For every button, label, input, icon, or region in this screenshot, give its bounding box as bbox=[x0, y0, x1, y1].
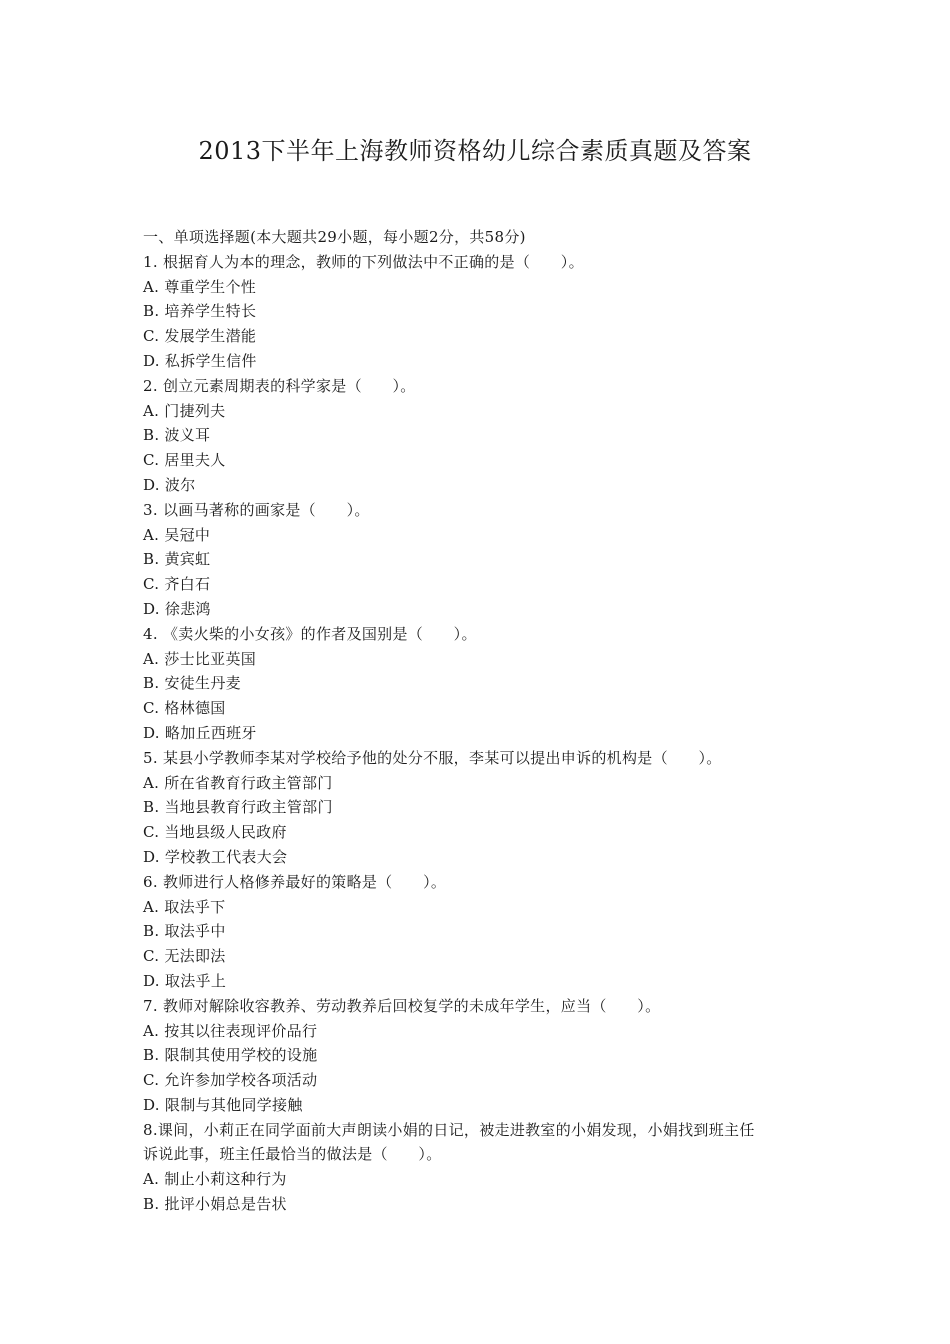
question-stem-8-line-2: 诉说此事，班主任最恰当的做法是（ ）。 bbox=[143, 1145, 442, 1164]
q1-option-b: B. 培养学生特长 bbox=[143, 302, 257, 321]
question-stem-4: 4. 《卖火柴的小女孩》的作者及国别是（ ）。 bbox=[143, 624, 477, 643]
question-list bbox=[143, 225, 823, 1217]
page-title: 2013下半年上海教师资格幼儿综合素质真题及答案 bbox=[198, 137, 752, 165]
q4-option-a: A. 莎士比亚英国 bbox=[143, 649, 257, 668]
q2-option-a: A. 门捷列夫 bbox=[143, 401, 226, 420]
q4-option-d: D. 略加丘西班牙 bbox=[143, 723, 257, 742]
q7-option-b: B. 限制其使用学校的设施 bbox=[143, 1046, 318, 1065]
question-stem-8-line-1: 8.课间，小莉正在同学面前大声朗读小娟的日记，被走进教室的小娟发现，小娟找到班主任 bbox=[143, 1120, 755, 1139]
q5-option-a: A. 所在省教育行政主管部门 bbox=[143, 773, 333, 792]
q8-option-b: B. 批评小娟总是告状 bbox=[143, 1195, 287, 1214]
q5-option-c: C. 当地县级人民政府 bbox=[143, 823, 287, 842]
q2-option-b: B. 波义耳 bbox=[143, 426, 211, 445]
q6-option-c: C. 无法即法 bbox=[143, 947, 226, 966]
q6-option-b: B. 取法乎中 bbox=[143, 922, 226, 941]
q3-option-d: D. 徐悲鸿 bbox=[143, 599, 211, 618]
question-stem-6: 6. 教师进行人格修养最好的策略是（ ）。 bbox=[143, 872, 447, 891]
q1-option-d: D. 私拆学生信件 bbox=[143, 351, 257, 370]
q6-option-d: D. 取法乎上 bbox=[143, 971, 227, 990]
q3-option-a: A. 吴冠中 bbox=[143, 525, 211, 544]
q5-option-b: B. 当地县教育行政主管部门 bbox=[143, 798, 333, 817]
q4-option-b: B. 安徒生丹麦 bbox=[143, 674, 241, 693]
q3-option-b: B. 黄宾虹 bbox=[143, 550, 211, 569]
question-stem-1: 1. 根据育人为本的理念，教师的下列做法中不正确的是（ ）。 bbox=[143, 252, 584, 271]
q7-option-d: D. 限制与其他同学接触 bbox=[143, 1095, 303, 1114]
q2-option-c: C. 居里夫人 bbox=[143, 451, 226, 470]
q7-option-a: A. 按其以往表现评价品行 bbox=[143, 1021, 318, 1040]
q4-option-c: C. 格林德国 bbox=[143, 699, 226, 718]
section-heading: 一、单项选择题(本大题共29小题，每小题2分，共58分) bbox=[143, 228, 526, 246]
q6-option-a: A. 取法乎下 bbox=[143, 897, 226, 916]
q2-option-d: D. 波尔 bbox=[143, 475, 196, 494]
q1-option-c: C. 发展学生潜能 bbox=[143, 327, 257, 346]
question-stem-2: 2. 创立元素周期表的科学家是（ ）。 bbox=[143, 376, 416, 395]
question-stem-5: 5. 某县小学教师李某对学校给予他的处分不服，李某可以提出申诉的机构是（ ）。 bbox=[143, 748, 722, 767]
question-stem-7: 7. 教师对解除收容教养、劳动教养后回校复学的未成年学生，应当（ ）。 bbox=[143, 996, 661, 1015]
q1-option-a: A. 尊重学生个性 bbox=[143, 277, 257, 296]
q7-option-c: C. 允许参加学校各项活动 bbox=[143, 1071, 318, 1090]
q8-option-a: A. 制止小莉这种行为 bbox=[143, 1170, 287, 1189]
question-stem-3: 3. 以画马著称的画家是（ ）。 bbox=[143, 500, 370, 519]
q3-option-c: C. 齐白石 bbox=[143, 575, 211, 594]
q5-option-d: D. 学校教工代表大会 bbox=[143, 847, 288, 866]
